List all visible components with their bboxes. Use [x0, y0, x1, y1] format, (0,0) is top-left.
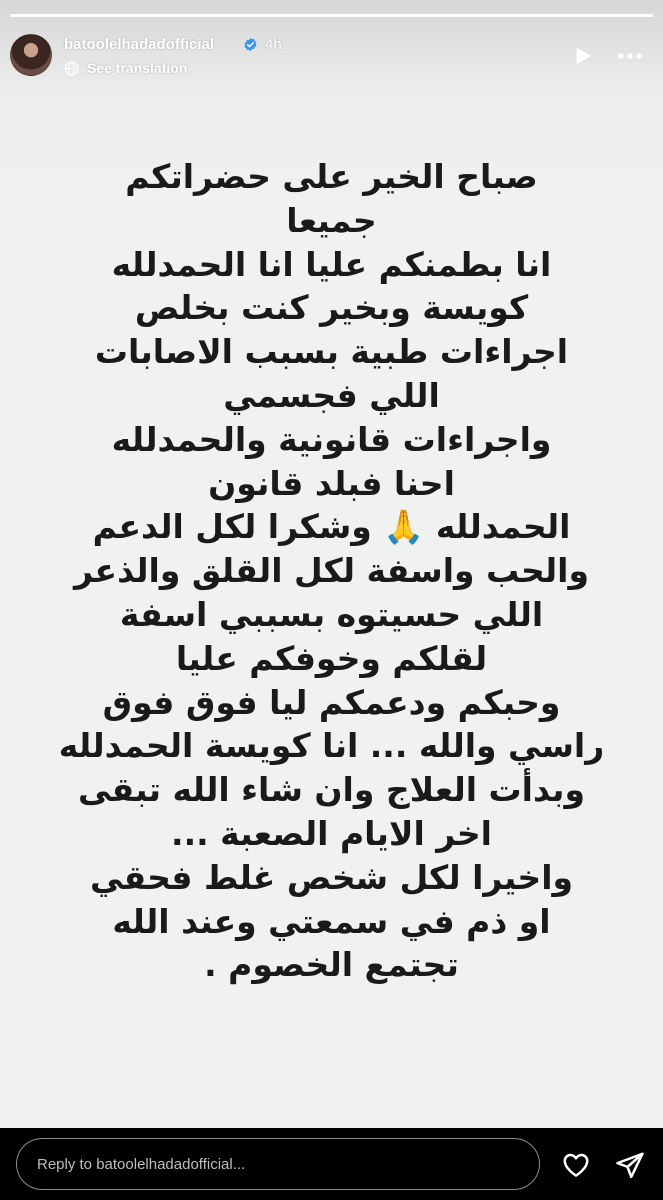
- story-message: [40, 155, 623, 987]
- message-line: احنا فبلد قانون: [208, 463, 455, 503]
- message-line: اللي حسيتوه بسببي اسفة: [119, 594, 544, 634]
- reply-input[interactable]: [16, 1138, 540, 1190]
- message-line: اجراءات طبية بسبب الاصابات: [94, 332, 569, 372]
- reply-bar: [0, 1128, 663, 1200]
- message-line: كويسة وبخير كنت بخلص: [134, 288, 529, 328]
- message-line: جميعا: [286, 200, 377, 240]
- avatar[interactable]: [10, 34, 52, 76]
- message-line: واجراءات قانونية والحمدلله: [111, 419, 552, 459]
- username[interactable]: batoolelhadadofficial: [64, 36, 215, 53]
- see-translation-button[interactable]: [64, 60, 187, 76]
- verified-badge-icon: [243, 37, 258, 52]
- message-line: او ذم في سمعتي وعند الله: [112, 901, 551, 941]
- send-icon[interactable]: [614, 1150, 646, 1180]
- see-translation-label: See translation: [87, 60, 188, 76]
- story-progress-bar: [10, 14, 653, 17]
- more-horizontal-icon[interactable]: [617, 45, 643, 67]
- story-progress-fill: [10, 14, 653, 17]
- story-header: [0, 30, 663, 86]
- message-line: الحمدلله 🙏 وشكرا لكل الدعم: [92, 507, 571, 547]
- time-ago: 4h: [265, 36, 282, 53]
- message-line: اللي فجسمي: [223, 375, 440, 415]
- message-line: صباح الخير على حضراتكم: [125, 157, 538, 196]
- message-line: راسي والله ... انا كويسة الحمدلله: [58, 726, 605, 766]
- heart-icon[interactable]: [560, 1150, 592, 1180]
- message-line: والحب واسفة لكل القلق والذعر: [74, 551, 589, 591]
- message-line: وحبكم ودعمكم ليا فوق فوق: [102, 682, 561, 722]
- globe-icon: [64, 61, 79, 76]
- message-line: انا بطمنكم عليا انا الحمدلله: [111, 244, 552, 284]
- message-line: لقلكم وخوفكم عليا: [175, 638, 488, 678]
- message-line: وبدأت العلاج وان شاء الله تبقى: [78, 770, 585, 810]
- message-line: تجتمع الخصوم .: [204, 945, 459, 985]
- message-line: واخيرا لكل شخص غلط فحقي: [89, 857, 574, 897]
- play-icon[interactable]: [572, 45, 594, 67]
- message-line: اخر الايام الصعبة ...: [171, 813, 492, 853]
